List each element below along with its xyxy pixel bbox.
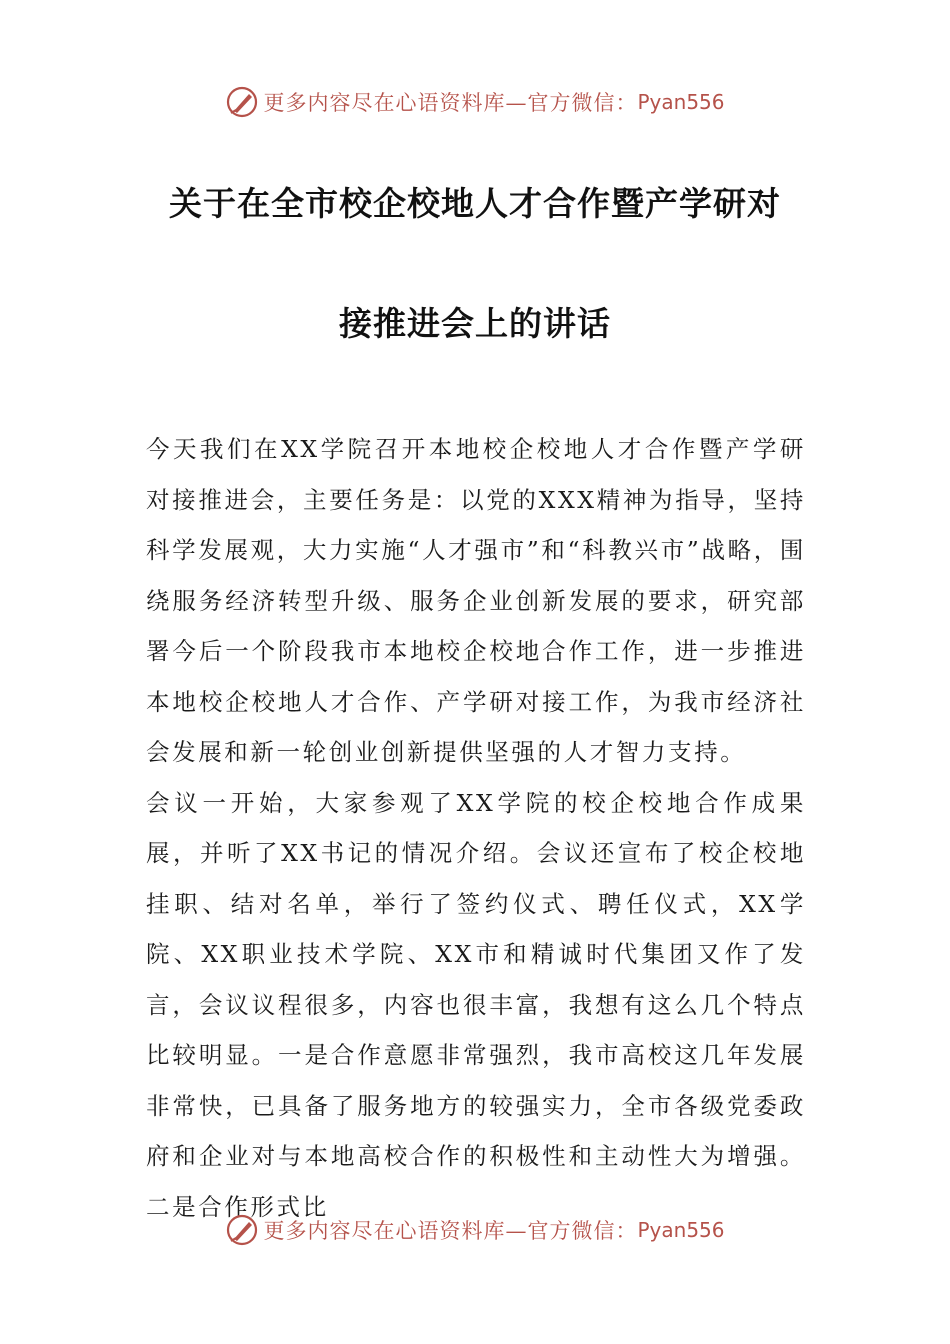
document-title-line-1: 关于在全市校企校地人才合作暨产学研对	[169, 184, 781, 223]
header-watermark	[0, 82, 950, 122]
paragraph: 会议一开始，大家参观了XX学院的校企校地合作成果展，并听了XX书记的情况介绍。会议还宣布了校企校地挂职、结对名单，举行了签约仪式、聘任仪式，XX学院、XX职业技术学院、XX市和精诚时代集团又作了发言，会议议程很多，内容也很丰富，我想有这么几个特点比较明显。一是合作意愿非常强烈，我市高校这几年发展非常快，已具备了服务地方的较强实力，全市各级党委政府和企业对与本地高校合作的积极性和主动性大为增强。二是合作形式比	[146, 788, 806, 1221]
quill-logo-icon	[225, 85, 259, 119]
watermark-handle: Pyan556	[637, 1218, 725, 1242]
footer-watermark	[0, 1210, 950, 1250]
quill-logo-icon	[225, 1213, 259, 1247]
watermark-handle: Pyan556	[637, 90, 725, 114]
watermark-text: 更多内容尽在心语资料库—官方微信：	[263, 91, 638, 115]
paragraph: 今天我们在XX学院召开本地校企校地人才合作暨产学研对接推进会，主要任务是：以党的XXX精神为指导，坚持科学发展观，大力实施“人才强市”和“科教兴市”战略，围绕服务经济转型升级、服务企业创新发展的要求，研究部署今后一个阶段我市本地校企校地合作工作，进一步推进本地校企校地人才合作、产学研对接工作，为我市经济社会发展和新一轮创业创新提供坚强的人才智力支持。	[146, 435, 806, 766]
document-title-line-2: 接推进会上的讲话	[339, 304, 611, 343]
watermark-text: 更多内容尽在心语资料库—官方微信：	[263, 1219, 638, 1243]
document-body	[146, 424, 806, 1232]
